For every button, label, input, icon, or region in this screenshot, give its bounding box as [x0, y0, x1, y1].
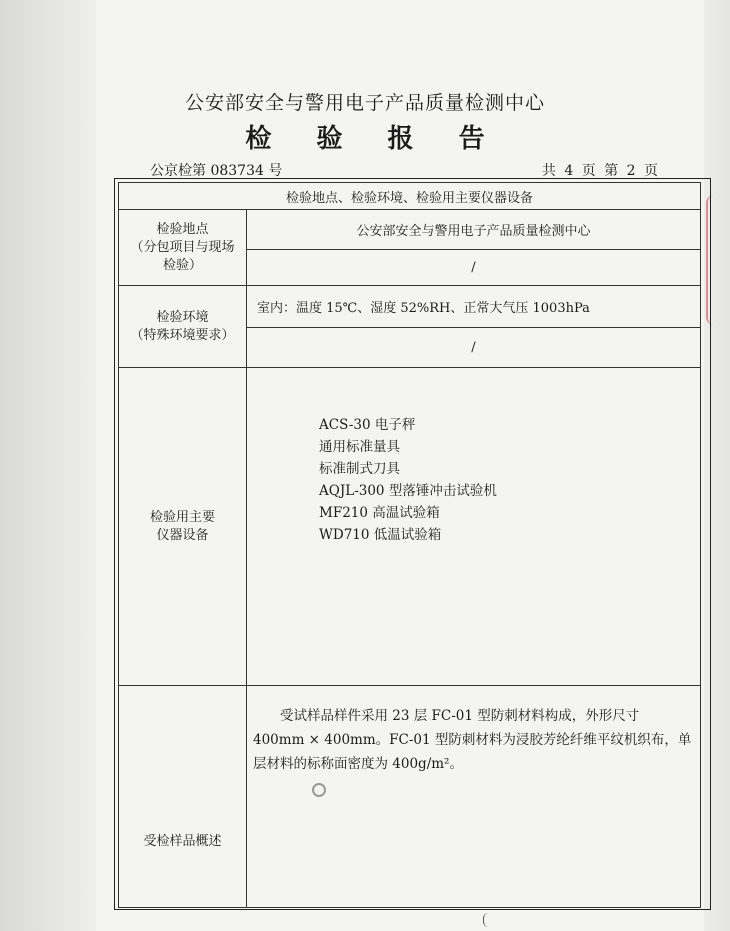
equipment-item: ACS-30 电子秤: [319, 417, 416, 433]
location-label: [119, 210, 247, 286]
location-label-text: 检验地点 （分包项目与现场 检验）: [130, 221, 235, 273]
equipment-item: WD710 低温试验箱: [319, 527, 442, 543]
report-title: 检 验 报 告: [245, 124, 503, 154]
equipment-item: 通用标准量具: [319, 439, 400, 455]
page-indicator: 共 4 页 第 2 页: [541, 163, 658, 179]
punch-hole-mark: [312, 783, 326, 797]
equipment-label-text: 检验用主要 仪器设备: [149, 509, 215, 543]
inspection-table: [118, 182, 701, 908]
organization-title: 公安部安全与警用电子产品质量检测中心: [184, 92, 545, 114]
equipment-item: 标准制式刀具: [319, 461, 400, 477]
equipment-item: AQJL-300 型落锤冲击试验机: [319, 483, 497, 499]
report-number: 公京检第 083734 号: [150, 163, 283, 179]
environment-special-value: /: [247, 328, 701, 368]
environment-value: 室内：温度 15℃、湿度 52%RH、正常大气压 1003hPa: [247, 286, 701, 328]
sample-label: 受检样品概述: [119, 686, 247, 908]
sample-description: 受试样品样件采用 23 层 FC-01 型防刺材料构成，外形尺寸 400mm × 400mm。FC-01 型防刺材料为浸胶芳纶纤维平纹机织布，单层材料的标称面密度为 400g/m²。: [253, 708, 692, 772]
equipment-item: MF210 高温试验箱: [319, 505, 440, 521]
equipment-list: [247, 414, 700, 546]
bottom-pen-mark: [483, 913, 494, 927]
table-caption: 检验地点、检验环境、检验用主要仪器设备: [119, 183, 701, 210]
equipment-list-cell: [247, 368, 701, 686]
location-value: 公安部安全与警用电子产品质量检测中心: [247, 210, 701, 250]
environment-label-text: 检验环境 （特殊环境要求）: [130, 309, 235, 343]
equipment-label: [119, 368, 247, 686]
location-subcontract-value: /: [247, 250, 701, 286]
environment-label: [119, 286, 247, 368]
sample-description-cell: [247, 686, 701, 908]
